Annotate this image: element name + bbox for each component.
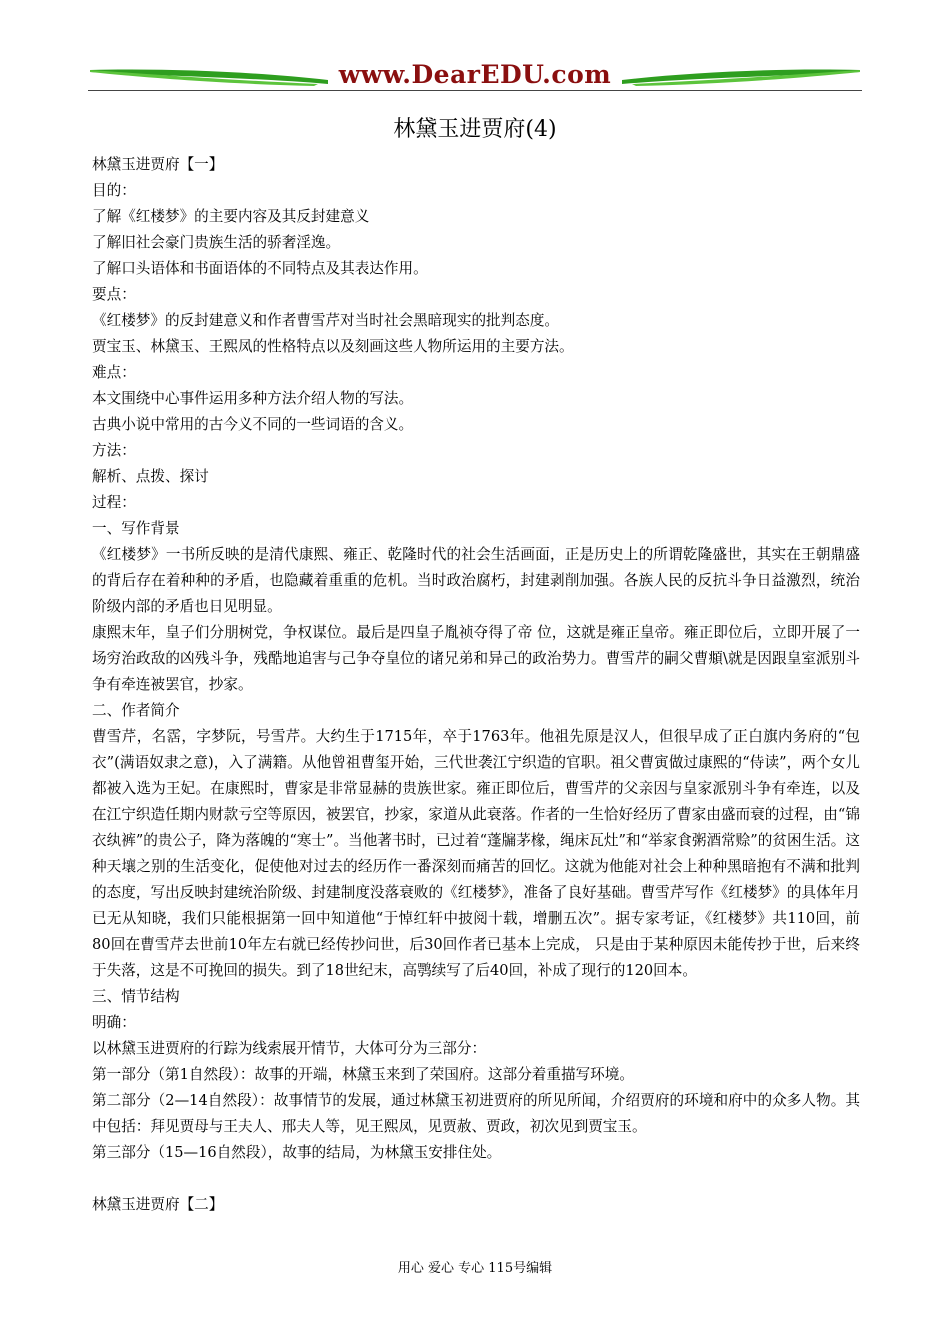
paragraph: 本文围绕中心事件运用多种方法介绍人物的写法。 (92, 390, 414, 407)
document-title: 林黛玉进贾府(4) (393, 117, 557, 142)
section-heading: 一、写作背景 (92, 520, 180, 537)
document-body (92, 152, 860, 1218)
site-header (88, 58, 862, 98)
paragraph: 《红楼梦》一书所反映的是清代康熙、雍正、乾隆时代的社会生活画面，正是历史上的所谓乾隆盛世，其实在王朝鼎盛的背后存在着种种的矛盾，也隐藏着重重的危机。当时政治腐朽，封建剥削加强。各族人民的反抗斗争日益激烈，统治阶级内部的矛盾也日见明显。 (92, 546, 860, 615)
paragraph: 明确： (92, 1014, 136, 1031)
section-heading: 二、作者简介 (92, 702, 180, 719)
paragraph: 第一部分（第1自然段）：故事的开端，林黛玉来到了荣国府。这部分着重描写环境。 (92, 1066, 634, 1083)
paragraph: 第二部分（2—14自然段）：故事情节的发展，通过林黛玉初进贾府的所见所闻，介绍贾府的环境和府中的众多人物。其中包括：拜见贾母与王夫人、邢夫人等，见王熙凤，见贾赦、贾政，初次见到贾宝玉。 (92, 1092, 860, 1135)
paragraph: 了解旧社会豪门贵族生活的骄奢淫逸。 (92, 234, 341, 251)
paragraph: 以林黛玉进贾府的行踪为线索展开情节，大体可分为三部分： (92, 1040, 487, 1057)
paragraph: 康熙末年，皇子们分朋树党，争权谋位。最后是四皇子胤祯夺得了帝 位，这就是雍正皇帝。雍正即位后，立即开展了一场穷治政敌的凶残斗争，残酷地追害与己争夺皇位的诸兄弟和异己的政治势力。曹雪芹的嗣父曹頫\就是因跟皇室派别斗争有牵连被罢官，抄家。 (92, 624, 860, 693)
paragraph: 过程： (92, 494, 136, 511)
paragraph: 要点： (92, 286, 136, 303)
paragraph: 曹雪芹，名霑，字梦阮，号雪芹。大约生于1715年，卒于1763年。他祖先原是汉人，但很早成了正白旗内务府的“包衣”(满语奴隶之意)，入了满籍。从他曾祖曹玺开始，三代世袭江宁织造的官职。祖父曹寅做过康熙的“侍读”，两个女儿都被入选为王妃。在康熙时，曹家是非常显赫的贵族世家。雍正即位后，曹雪芹的父亲因与皇家派别斗争有牵连，以及在江宁织造任期内财款亏空等原因，被罢官，抄家，家道从此衰落。作者的一生恰好经历了曹家由盛而衰的过程，由“锦衣纨裤”的贵公子，降为落魄的“寒士”。当他著书时，已过着“蓬牖茅椽，绳床瓦灶”和“举家食粥酒常赊”的贫困生活。这种天壤之别的生活变化，促使他对过去的经历作一番深刻而痛苦的回忆。这就为他能对社会上种种黑暗抱有不满和批判的态度，写出反映封建统治阶级、封建制度没落衰败的《红楼梦》，准备了良好基础。曹雪芹写作《红楼梦》的具体年月已无从知晓，我们只能根据第一回中知道他“于悼红轩中披阅十载，增删五次”。据专家考证，《红楼梦》共110回，前80回在曹雪芹去世前10年左右就已经传抄问世，后30回作者已基本上完成， 只是由于某种原因未能传抄于世，后来终于失落，这是不可挽回的损失。到了18世纪末，高鹗续写了后40回，补成了现行的120回本。 (92, 728, 860, 979)
section-heading: 三、情节结构 (92, 988, 180, 1005)
header-divider (88, 90, 862, 91)
paragraph: 古典小说中常用的古今义不同的一些词语的含义。 (92, 416, 414, 433)
paragraph: 目的： (92, 182, 136, 199)
paragraph: 难点： (92, 364, 136, 381)
paragraph: 《红楼梦》的反封建意义和作者曹雪芹对当时社会黑暗现实的批判态度。 (92, 312, 560, 329)
paragraph: 解析、点拨、探讨 (92, 468, 209, 485)
paragraph: 了解《红楼梦》的主要内容及其反封建意义 (92, 208, 370, 225)
paragraph: 贾宝玉、林黛玉、王熙凤的性格特点以及刻画这些人物所运用的主要方法。 (92, 338, 574, 355)
section-heading: 林黛玉进贾府【二】 (92, 1196, 224, 1213)
site-logo-text: www.DearEDU.com (338, 60, 612, 89)
paragraph: 方法： (92, 442, 136, 459)
paragraph: 第三部分（15—16自然段），故事的结局，为林黛玉安排住处。 (92, 1144, 502, 1161)
page-footer: 用心 爱心 专心 115号编辑 (397, 1261, 553, 1276)
section-heading: 林黛玉进贾府【一】 (92, 156, 224, 173)
paragraph: 了解口头语体和书面语体的不同特点及其表达作用。 (92, 260, 428, 277)
